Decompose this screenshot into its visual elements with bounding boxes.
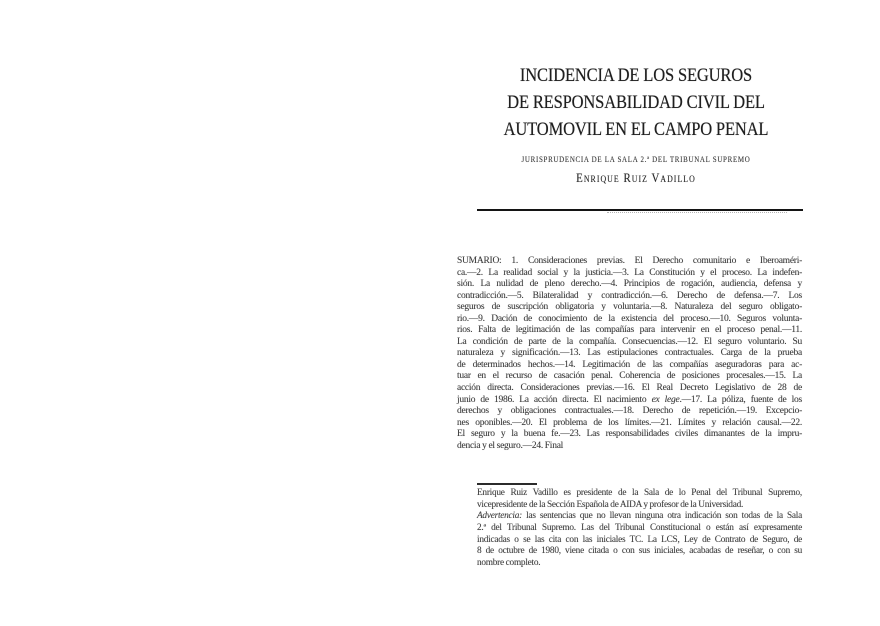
footnote-advertencia-paragraph <box>477 511 802 570</box>
text-line: 2.ª del Tribunal Supremo. Las del Tribunal Constitucional o están así expresamente <box>477 522 802 533</box>
text-line: La condición de parte de la compañía. Consecuencias.—12. El seguro voluntario. Su <box>457 336 802 347</box>
author-name: Enrique Ruiz Vadillo <box>576 171 696 185</box>
text-line: tuar en el recurso de casación penal. Coherencia de posiciones procesales.—15. La <box>457 371 802 382</box>
summary-paragraph <box>457 256 802 452</box>
title-line-2: DE RESPONSABILIDAD CIVIL DEL <box>507 92 765 113</box>
text-line: sión. La nulidad de pleno derecho.—4. Principios de rogación, audiencia, defensa y <box>457 279 802 290</box>
text-line: Advertencia: las sentencias que no llevan ninguna otra indicación son todas de la Sala <box>477 511 802 521</box>
subtitle: JURISPRUDENCIA DE LA SALA 2.ª DEL TRIBUNAL SUPREMO <box>521 155 751 164</box>
text-line: de determinados hechos.—14. Legitimación de las compañías aseguradoras para ac- <box>457 359 802 370</box>
text-line: dencia y el seguro.—24. Final <box>457 440 564 451</box>
title-block <box>465 62 806 186</box>
text-line: contradicción.—5. Bilateralidad y contradicción.—6. Derecho de defensa.—7. Los <box>457 290 802 301</box>
text-line: SUMARIO: 1. Consideraciones previas. El Derecho comunitario e Iberoaméri- <box>457 256 802 266</box>
text-line: acción directa. Consideraciones previas.—16. El Real Decreto Legislativo de 28 de <box>457 383 802 394</box>
text-line: junio de 1986. La acción directa. El nacimiento ex lege.—17. La póliza, fuente de los <box>457 394 802 405</box>
text-line: ca.—2. La realidad social y la justicia.—3. La Constitución y el proceso. La indefen- <box>457 267 802 278</box>
footnote-author-paragraph <box>477 488 802 512</box>
text-line: vicepresidente de la Sección Española de AIDA y profesor de la Universidad. <box>477 499 744 510</box>
text-line: naturaleza y significación.—13. Las estipulaciones contractuales. Carga de la prueba <box>457 348 802 359</box>
text-line: 8 de octubre de 1980, viene citada o con sus iniciales, acabadas de reseñar, o con su <box>477 546 802 557</box>
header-divider-rule <box>477 209 803 211</box>
footnote-rule <box>477 483 537 485</box>
text-line: Enrique Ruiz Vadillo es presidente de la Sala de lo Penal del Tribunal Supremo, <box>477 488 802 498</box>
title-line-3: AUTOMOVIL EN EL CAMPO PENAL <box>503 119 769 140</box>
text-line: indicadas o se las cita con las iniciales TC. La LCS, Ley de Contrato de Seguro, de <box>477 534 802 545</box>
text-line: derechos y obligaciones contractuales.—18. Derecho de repetición.—19. Excepcio- <box>457 406 802 417</box>
text-line: rio.—9. Dación de conocimiento de la existencia del proceso.—10. Seguros volunta- <box>457 313 802 324</box>
page-title <box>465 62 806 143</box>
text-line: El seguro y la buena fe.—23. Las responsabilidades civiles dimanantes de la impru- <box>457 429 802 440</box>
title-line-1: INCIDENCIA DE LOS SEGUROS <box>519 65 753 86</box>
text-line: rios. Falta de legitimación de las compañías para intervenir en el proceso penal.—11. <box>457 325 802 336</box>
text-line: seguros de suscripción obligatoria y voluntaria.—8. Naturaleza del seguro obligato- <box>457 302 802 313</box>
text-line: nombre completo. <box>477 558 541 569</box>
text-line: nes oponibles.—20. El problema de los límites.—21. Límites y relación causal.—22. <box>457 417 802 428</box>
